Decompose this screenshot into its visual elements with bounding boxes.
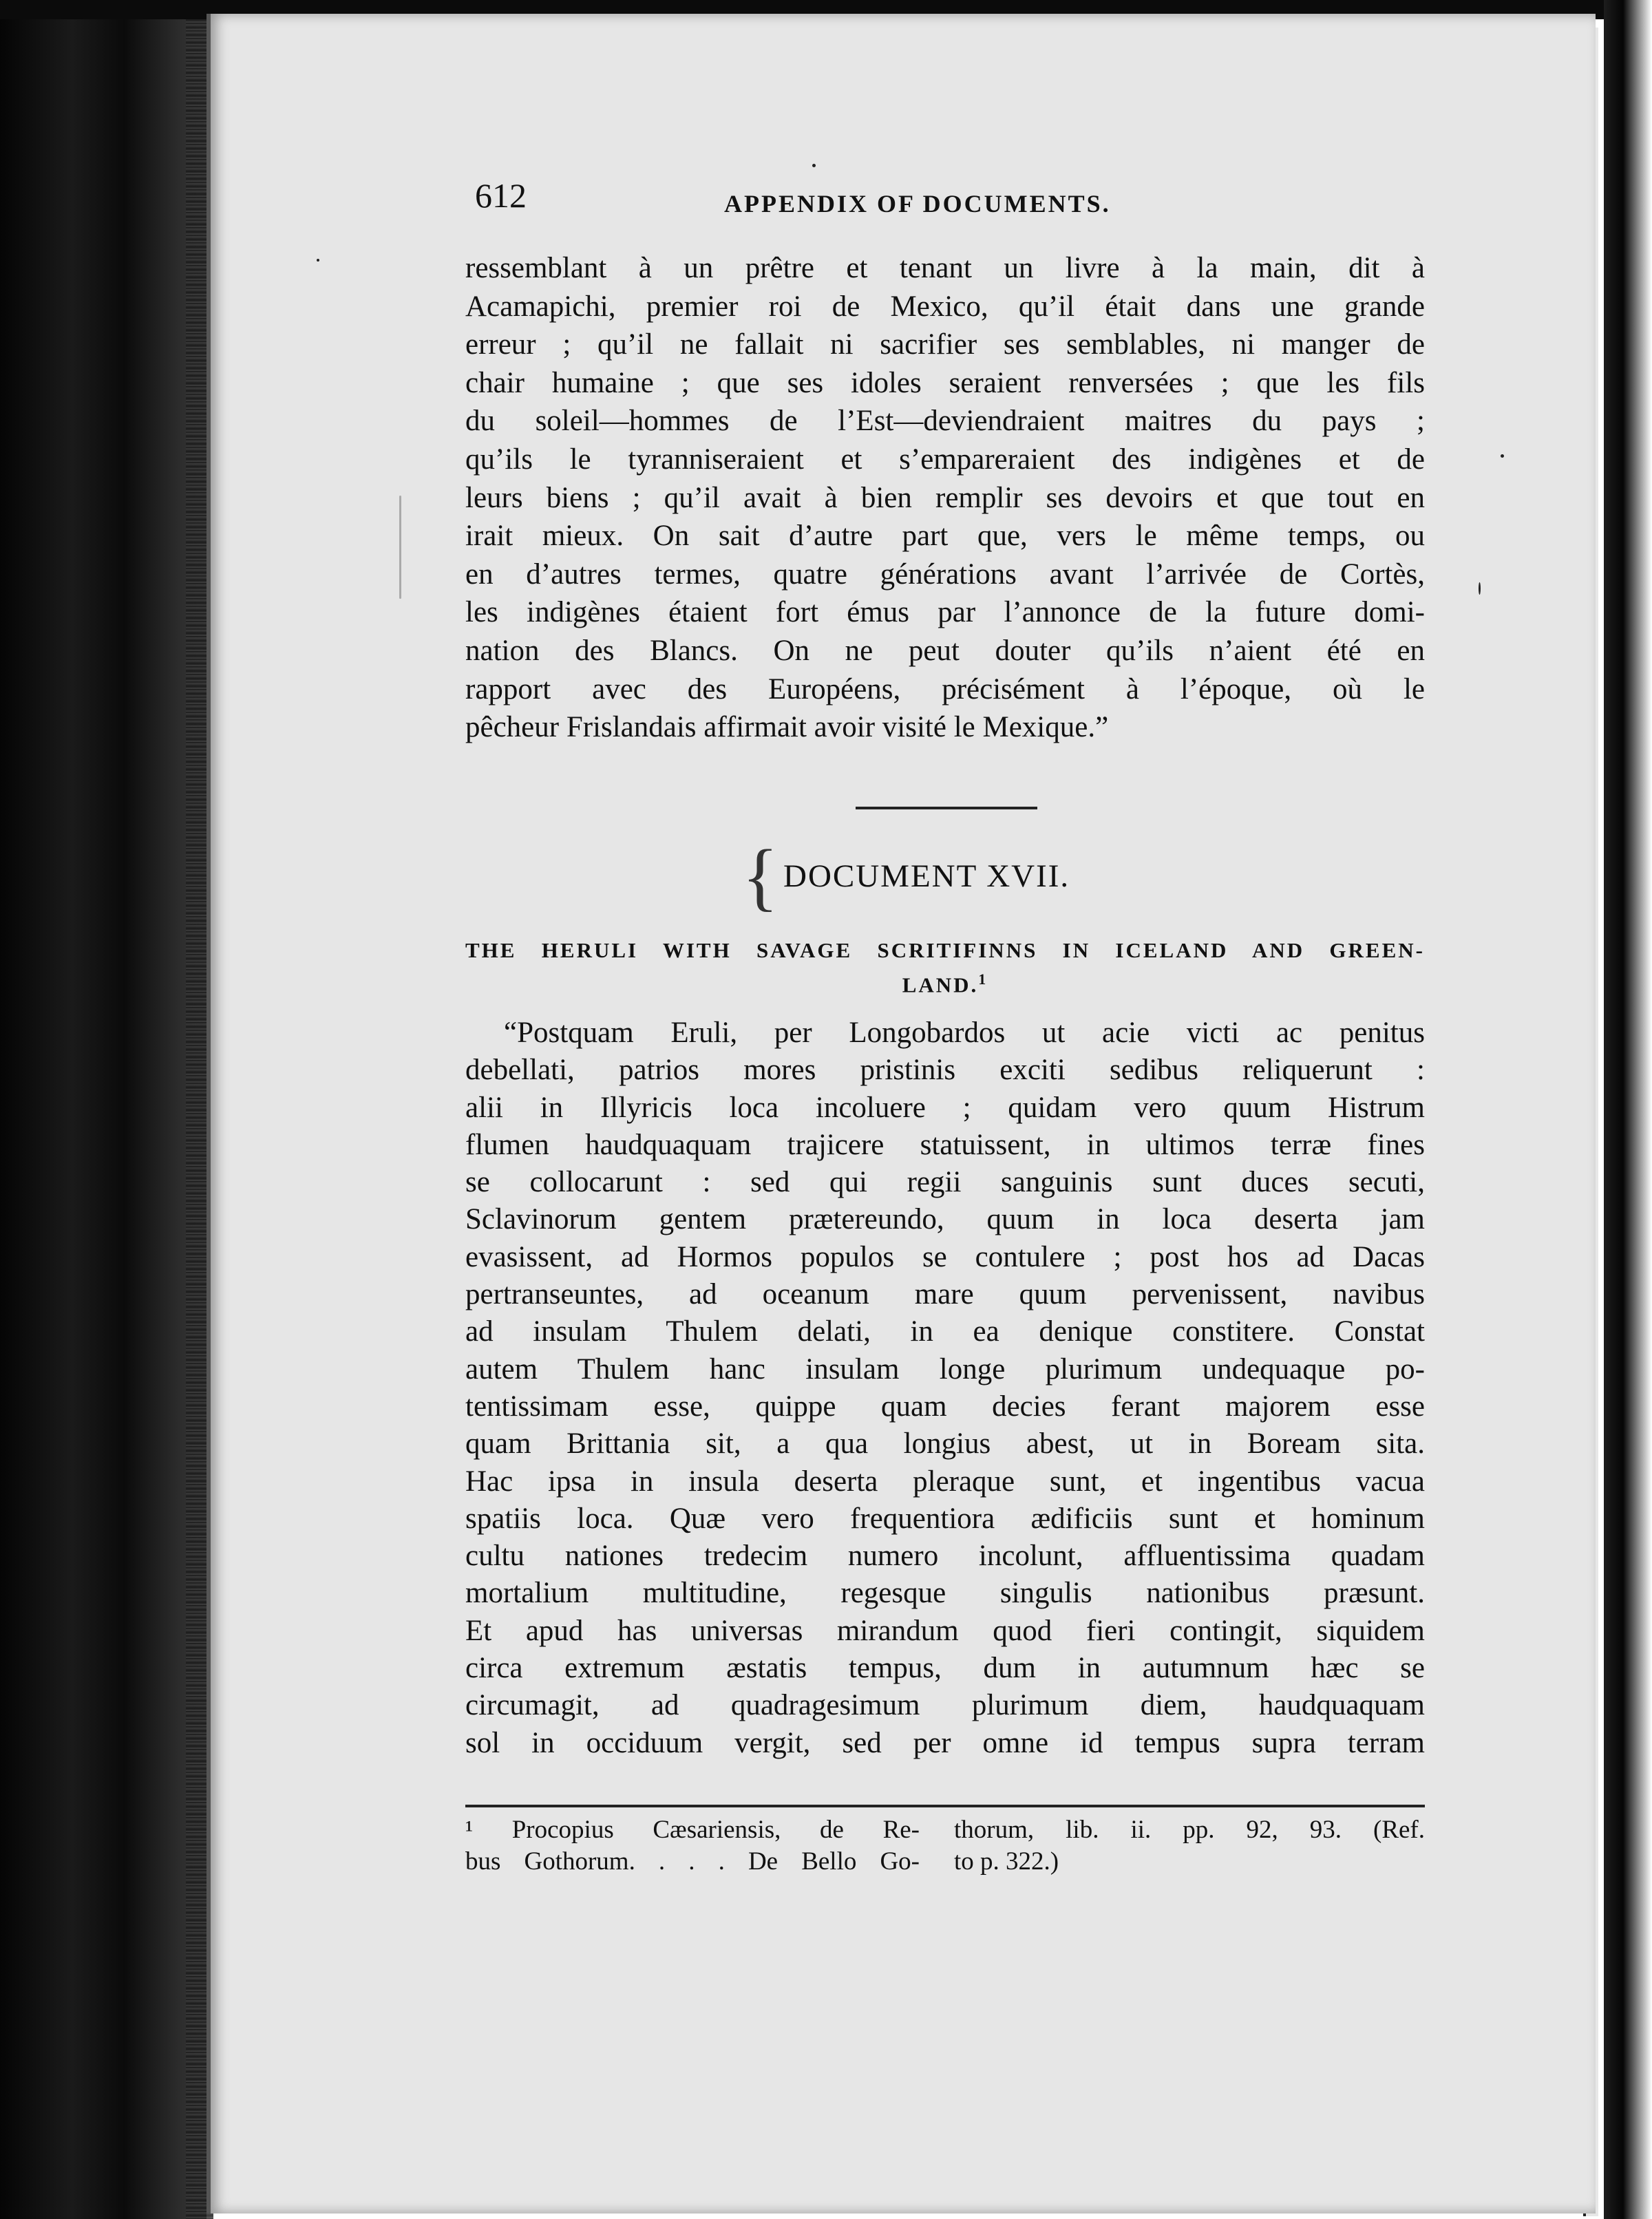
- footnote-left-column: [465, 1814, 920, 1878]
- text-line: mortalium multitudine, regesque singulis nationibus præsunt.: [465, 1577, 1425, 1610]
- text-line: nation des Blancs. On ne peut douter qu’ils n’aient été en: [465, 634, 1425, 667]
- text-line: quam Brittania sit, a qua longius abest, ut in Boream sita.: [465, 1427, 1425, 1461]
- continuation-paragraph: [465, 249, 1425, 747]
- section-divider-rule: [856, 807, 1037, 809]
- text-line: flumen haudquaquam trajicere statuissent, in ultimos terræ fines: [465, 1128, 1425, 1161]
- footnote-line: thorum, lib. ii. pp. 92, 93. (Ref.: [954, 1816, 1425, 1844]
- text-line: evasissent, ad Hormos populos se contulere ; post hos ad Dacas: [465, 1240, 1425, 1273]
- text-line: Acamapichi, premier roi de Mexico, qu’il était dans une grande: [465, 290, 1425, 323]
- right-dark-edge: [1604, 0, 1652, 2219]
- text-line: tentissimam esse, quippe quam decies ferant majorem esse: [465, 1390, 1425, 1423]
- text-line: Sclavinorum gentem prætereundo, quum in loca deserta jam: [465, 1203, 1425, 1236]
- footnote-line: to p. 322.): [954, 1847, 1059, 1876]
- text-line: ad insulam Thulem delati, in ea denique constitere. Constat: [465, 1315, 1425, 1348]
- footnote-right-column: [954, 1814, 1425, 1878]
- scan-speck: [1479, 582, 1481, 595]
- text-line: debellati, patrios mores pristinis exciti sedibus reliquerunt :: [465, 1054, 1425, 1087]
- text-line: pertranseuntes, ad oceanum mare quum pervenissent, navibus: [465, 1278, 1425, 1311]
- text-line: Et apud has universas mirandum quod fieri contingit, siquidem: [465, 1614, 1425, 1647]
- text-line: autem Thulem hanc insulam longe plurimum undequaque po-: [465, 1352, 1425, 1385]
- scan-speck: [812, 164, 816, 167]
- text-line: les indigènes étaient fort émus par l’annonce de la future domi-: [465, 596, 1425, 629]
- document-heading: DOCUMENT XVII.: [783, 858, 1070, 894]
- text-line: circumagit, ad quadragesimum plurimum diem, haudquaquam: [465, 1689, 1425, 1722]
- running-head: APPENDIX OF DOCUMENTS.: [724, 190, 1111, 217]
- scan-bracket-mark: {: [742, 834, 779, 918]
- text-line: ressemblant à un prêtre et tenant un livre à la main, dit à: [465, 252, 1425, 284]
- text-line: Hac ipsa in insula deserta pleraque sunt, et ingentibus vacua: [465, 1465, 1425, 1498]
- text-line: circa extremum æstatis tempus, dum in autumnum hæc se: [465, 1652, 1425, 1685]
- text-line: en d’autres termes, quatre générations avant l’arrivée de Cortès,: [465, 558, 1425, 591]
- text-line: “Postquam Eruli, per Longobardos ut acie victi ac penitus: [504, 1017, 1425, 1049]
- footnote-line: ¹ Procopius Cæsariensis, de Re-: [465, 1816, 920, 1844]
- scan-speck: [1501, 454, 1504, 458]
- text-line: du soleil—hommes de l’Est—deviendraient maitres du pays ;: [465, 405, 1425, 438]
- document-subtitle: [465, 936, 1425, 994]
- text-line: irait mieux. On sait d’autre part que, vers le même temps, ou: [465, 520, 1425, 553]
- text-line: cultu nationes tredecim numero incolunt, affluentissima quadam: [465, 1540, 1425, 1573]
- text-line: alii in Illyricis loca incoluere ; quidam vero quum Histrum: [465, 1091, 1425, 1124]
- document-body: [465, 1015, 1425, 1762]
- page-number: 612: [475, 176, 527, 215]
- subtitle-line-1: THE HERULI WITH SAVAGE SCRITIFINNS IN ICELAND AND GREEN-: [465, 938, 1425, 962]
- text-line: se collocarunt : sed qui regii sanguinis sunt duces secuti,: [465, 1166, 1425, 1199]
- text-line: pêcheur Frislandais affirmait avoir visité le Mexique.”: [465, 711, 1109, 744]
- scan-speck: [317, 259, 319, 262]
- text-line: rapport avec des Européens, précisément à l’époque, où le: [465, 672, 1425, 705]
- text-line: leurs biens ; qu’il avait à bien remplir ses devoirs et que tout en: [465, 481, 1425, 514]
- scan-streak: [399, 496, 401, 599]
- book-binding: [0, 0, 206, 2219]
- footnote-line: bus Gothorum. . . . De Bello Go-: [465, 1847, 920, 1876]
- text-line: sol in occiduum vergit, sed per omne id tempus supra terram: [465, 1726, 1425, 1759]
- text-line: spatiis loca. Quæ vero frequentiora ædificiis sunt et hominum: [465, 1502, 1425, 1535]
- subtitle-line-2-text: LAND.: [902, 973, 979, 994]
- text-line: erreur ; qu’il ne fallait ni sacrifier ses semblables, ni manger de: [465, 328, 1425, 361]
- footnote-marker: 1: [978, 970, 988, 988]
- text-line: qu’ils le tyranniseraient et s’empareraient des indigènes et de: [465, 443, 1425, 476]
- text-line: chair humaine ; que ses idoles seraient renversées ; que les fils: [465, 366, 1425, 399]
- footnote-rule: [465, 1805, 1425, 1807]
- subtitle-line-2: [465, 965, 1425, 994]
